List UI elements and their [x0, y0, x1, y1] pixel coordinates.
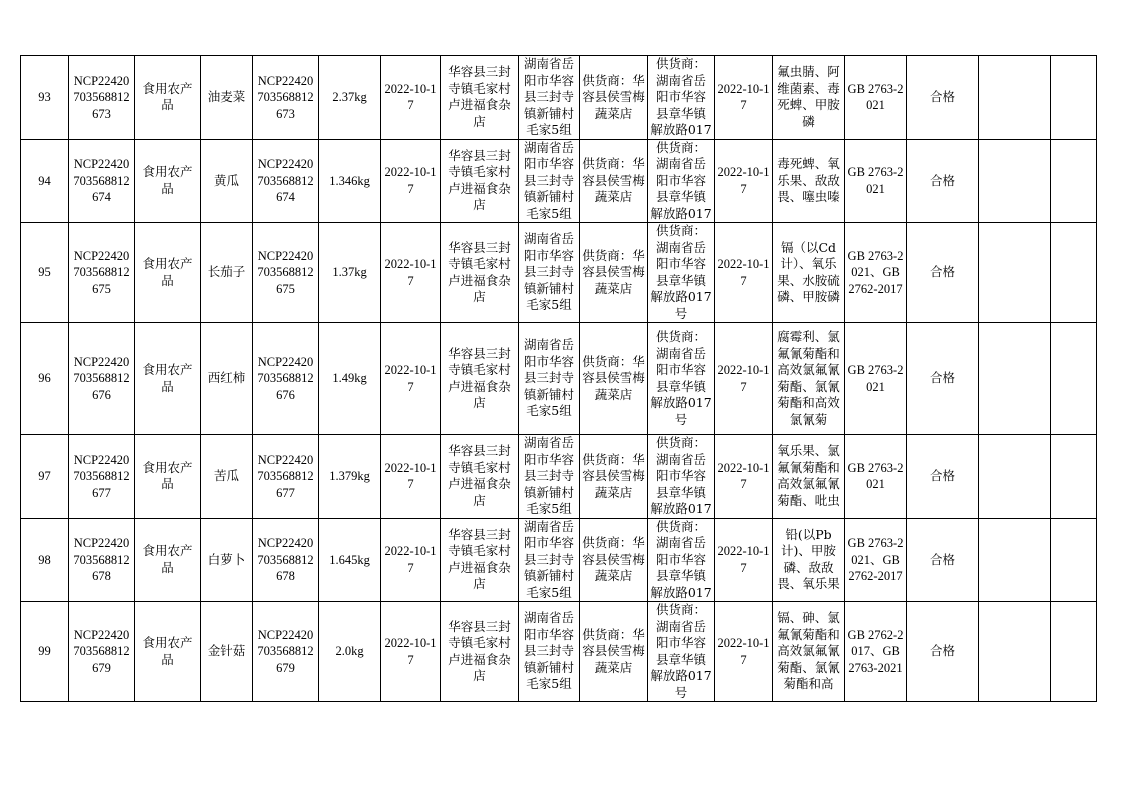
sampled-unit: 华容县三封寺镇毛家村卢进福食杂店	[441, 518, 519, 602]
sampled-unit: 华容县三封寺镇毛家村卢进福食杂店	[441, 56, 519, 140]
notes-cell	[979, 602, 1051, 702]
supplier: 供货商：华容县侯雪梅蔬菜店	[580, 139, 648, 223]
test-items: 氟虫腈、阿维菌素、毒死蜱、甲胺磷	[773, 56, 845, 140]
sampled-unit: 华容县三封寺镇毛家村卢进福食杂店	[441, 139, 519, 223]
supplier: 供货商：华容县侯雪梅蔬菜店	[580, 602, 648, 702]
table-row	[21, 435, 1097, 519]
supplier-address: 供货商：湖南省岳阳市华容县章华镇解放路017号	[648, 323, 715, 435]
result: 合格	[907, 56, 979, 140]
production-date: 2022-10-17	[715, 223, 773, 323]
result: 合格	[907, 323, 979, 435]
test-items: 镉、砷、氯氟氰菊酯和高效氯氟氰菊酯、氯氰菊酯和高	[773, 602, 845, 702]
table-row	[21, 602, 1097, 702]
sample-weight: 1.37kg	[319, 223, 381, 323]
production-date: 2022-10-17	[715, 602, 773, 702]
food-category: 食用农产品	[135, 323, 201, 435]
supplier-address: 供货商：湖南省岳阳市华容县章华镇解放路017号	[648, 223, 715, 323]
table-row	[21, 56, 1097, 140]
food-category: 食用农产品	[135, 435, 201, 519]
sample-id: NCP22420703568812678	[69, 518, 135, 602]
sample-code: NCP22420703568812676	[253, 323, 319, 435]
food-category: 食用农产品	[135, 223, 201, 323]
result: 合格	[907, 602, 979, 702]
notes-cell	[979, 139, 1051, 223]
sample-code: NCP22420703568812675	[253, 223, 319, 323]
sample-id: NCP22420703568812679	[69, 602, 135, 702]
sampled-unit-address: 湖南省岳阳市华容县三封寺镇新铺村毛家5组	[519, 518, 580, 602]
supplier-address: 供货商：湖南省岳阳市华容县章华镇解放路017号	[648, 602, 715, 702]
sampling-date: 2022-10-17	[381, 435, 441, 519]
supplier-address: 供货商：湖南省岳阳市华容县章华镇解放路017	[648, 435, 715, 519]
table-row	[21, 323, 1097, 435]
notes-cell	[979, 223, 1051, 323]
standard: GB 2763-2021、GB 2762-2017	[845, 223, 907, 323]
notes-cell	[979, 518, 1051, 602]
sampled-unit-address: 湖南省岳阳市华容县三封寺镇新铺村毛家5组	[519, 223, 580, 323]
row-number: 95	[21, 223, 69, 323]
table-row	[21, 139, 1097, 223]
standard: GB 2763-2021	[845, 139, 907, 223]
result: 合格	[907, 139, 979, 223]
sample-weight: 1.49kg	[319, 323, 381, 435]
standard: GB 2762-2017、GB 2763-2021	[845, 602, 907, 702]
supplier: 供货商：华容县侯雪梅蔬菜店	[580, 56, 648, 140]
sample-code: NCP22420703568812677	[253, 435, 319, 519]
food-category: 食用农产品	[135, 139, 201, 223]
product-name: 金针菇	[201, 602, 253, 702]
table-row	[21, 223, 1097, 323]
product-name: 长茄子	[201, 223, 253, 323]
sampled-unit: 华容县三封寺镇毛家村卢进福食杂店	[441, 323, 519, 435]
sampling-date: 2022-10-17	[381, 602, 441, 702]
test-items: 腐霉利、氯氟氰菊酯和高效氯氟氰菊酯、氯氰菊酯和高效氯氰菊	[773, 323, 845, 435]
sampled-unit: 华容县三封寺镇毛家村卢进福食杂店	[441, 602, 519, 702]
sampled-unit-address: 湖南省岳阳市华容县三封寺镇新铺村毛家5组	[519, 323, 580, 435]
product-name: 黄瓜	[201, 139, 253, 223]
food-category: 食用农产品	[135, 56, 201, 140]
food-category: 食用农产品	[135, 518, 201, 602]
sampled-unit: 华容县三封寺镇毛家村卢进福食杂店	[441, 223, 519, 323]
product-name: 白萝卜	[201, 518, 253, 602]
result: 合格	[907, 223, 979, 323]
supplier: 供货商：华容县侯雪梅蔬菜店	[580, 518, 648, 602]
sampled-unit-address: 湖南省岳阳市华容县三封寺镇新铺村毛家5组	[519, 139, 580, 223]
inspection-results-table	[20, 55, 1097, 702]
sample-weight: 1.379kg	[319, 435, 381, 519]
supplier: 供货商：华容县侯雪梅蔬菜店	[580, 435, 648, 519]
empty-cell	[1051, 602, 1097, 702]
result: 合格	[907, 518, 979, 602]
food-category: 食用农产品	[135, 602, 201, 702]
standard: GB 2763-2021	[845, 435, 907, 519]
sample-id: NCP22420703568812676	[69, 323, 135, 435]
sampled-unit: 华容县三封寺镇毛家村卢进福食杂店	[441, 435, 519, 519]
product-name: 西红柿	[201, 323, 253, 435]
supplier-address: 供货商：湖南省岳阳市华容县章华镇解放路017	[648, 518, 715, 602]
empty-cell	[1051, 518, 1097, 602]
product-name: 苦瓜	[201, 435, 253, 519]
sample-code: NCP22420703568812673	[253, 56, 319, 140]
sample-weight: 2.0kg	[319, 602, 381, 702]
standard: GB 2763-2021	[845, 323, 907, 435]
sample-id: NCP22420703568812675	[69, 223, 135, 323]
test-items: 铅(以Pb计)、甲胺磷、敌敌畏、氧乐果	[773, 518, 845, 602]
result: 合格	[907, 435, 979, 519]
row-number: 96	[21, 323, 69, 435]
empty-cell	[1051, 435, 1097, 519]
production-date: 2022-10-17	[715, 323, 773, 435]
sampling-date: 2022-10-17	[381, 223, 441, 323]
row-number: 93	[21, 56, 69, 140]
row-number: 99	[21, 602, 69, 702]
standard: GB 2763-2021、GB 2762-2017	[845, 518, 907, 602]
notes-cell	[979, 435, 1051, 519]
production-date: 2022-10-17	[715, 56, 773, 140]
production-date: 2022-10-17	[715, 435, 773, 519]
sample-code: NCP22420703568812674	[253, 139, 319, 223]
sample-id: NCP22420703568812677	[69, 435, 135, 519]
empty-cell	[1051, 139, 1097, 223]
empty-cell	[1051, 223, 1097, 323]
sampled-unit-address: 湖南省岳阳市华容县三封寺镇新铺村毛家5组	[519, 602, 580, 702]
empty-cell	[1051, 56, 1097, 140]
empty-cell	[1051, 323, 1097, 435]
notes-cell	[979, 323, 1051, 435]
notes-cell	[979, 56, 1051, 140]
row-number: 97	[21, 435, 69, 519]
production-date: 2022-10-17	[715, 139, 773, 223]
supplier: 供货商：华容县侯雪梅蔬菜店	[580, 323, 648, 435]
row-number: 98	[21, 518, 69, 602]
sample-id: NCP22420703568812674	[69, 139, 135, 223]
row-number: 94	[21, 139, 69, 223]
supplier-address: 供货商：湖南省岳阳市华容县章华镇解放路017	[648, 139, 715, 223]
test-items: 镉（以Cd计）、氧乐果、水胺硫磷、甲胺磷	[773, 223, 845, 323]
sampling-date: 2022-10-17	[381, 139, 441, 223]
supplier: 供货商：华容县侯雪梅蔬菜店	[580, 223, 648, 323]
sampling-date: 2022-10-17	[381, 56, 441, 140]
table-row	[21, 518, 1097, 602]
sample-code: NCP22420703568812679	[253, 602, 319, 702]
sample-id: NCP22420703568812673	[69, 56, 135, 140]
sample-weight: 2.37kg	[319, 56, 381, 140]
sampling-date: 2022-10-17	[381, 323, 441, 435]
standard: GB 2763-2021	[845, 56, 907, 140]
sample-code: NCP22420703568812678	[253, 518, 319, 602]
product-name: 油麦菜	[201, 56, 253, 140]
sampling-date: 2022-10-17	[381, 518, 441, 602]
sampled-unit-address: 湖南省岳阳市华容县三封寺镇新铺村毛家5组	[519, 435, 580, 519]
production-date: 2022-10-17	[715, 518, 773, 602]
sample-weight: 1.346kg	[319, 139, 381, 223]
test-items: 毒死蜱、氧乐果、敌敌畏、噻虫嗪	[773, 139, 845, 223]
test-items: 氧乐果、氯氟氰菊酯和高效氯氟氰菊酯、吡虫	[773, 435, 845, 519]
sample-weight: 1.645kg	[319, 518, 381, 602]
sampled-unit-address: 湖南省岳阳市华容县三封寺镇新铺村毛家5组	[519, 56, 580, 140]
supplier-address: 供货商：湖南省岳阳市华容县章华镇解放路017	[648, 56, 715, 140]
